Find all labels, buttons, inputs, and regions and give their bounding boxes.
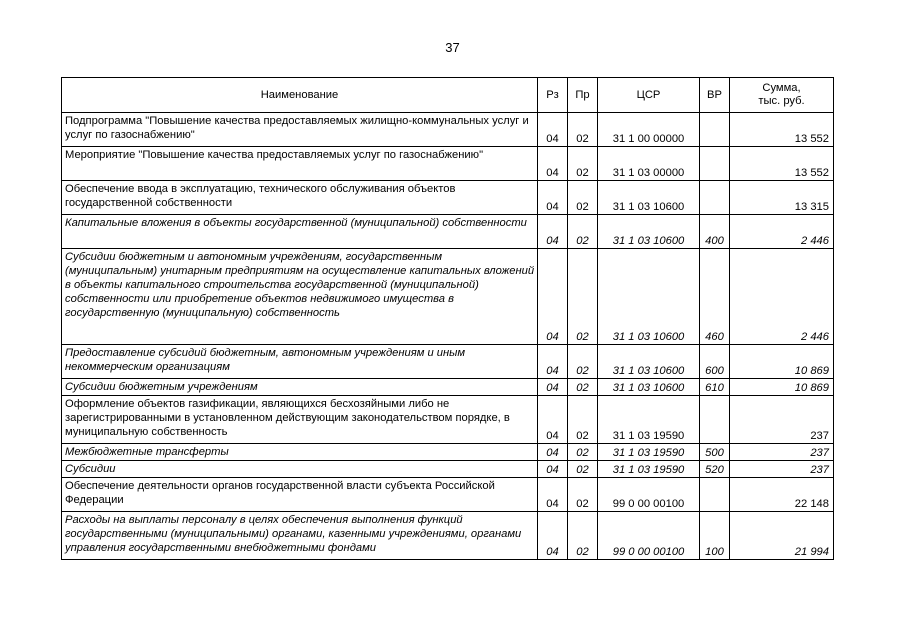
table-row <box>62 113 834 147</box>
row-vr: 520 <box>700 461 730 478</box>
row-rz: 04 <box>538 345 568 379</box>
row-name: Обеспечение ввода в эксплуатацию, технического обслуживания объектов государственной собственности <box>62 181 538 215</box>
row-pr: 02 <box>568 512 598 560</box>
row-csr: 31 1 03 10600 <box>598 181 700 215</box>
row-vr: 400 <box>700 215 730 249</box>
row-sum: 237 <box>730 461 834 478</box>
row-name: Подпрограмма "Повышение качества предоставляемых жилищно-коммунальных услуг и услуг по газоснабжению" <box>62 113 538 147</box>
row-rz: 04 <box>538 215 568 249</box>
row-pr: 02 <box>568 113 598 147</box>
row-vr: 610 <box>700 379 730 396</box>
header-pr: Пр <box>568 78 598 113</box>
header-sum <box>730 78 834 113</box>
row-rz: 04 <box>538 444 568 461</box>
row-sum: 237 <box>730 444 834 461</box>
row-sum: 21 994 <box>730 512 834 560</box>
row-name: Предоставление субсидий бюджетным, автономным учреждениям и иным некоммерческим организациям <box>62 345 538 379</box>
row-pr: 02 <box>568 181 598 215</box>
row-pr: 02 <box>568 396 598 444</box>
header-name: Наименование <box>62 78 538 113</box>
row-vr <box>700 478 730 512</box>
header-rz: Рз <box>538 78 568 113</box>
row-name: Субсидии <box>62 461 538 478</box>
row-csr: 31 1 03 00000 <box>598 147 700 181</box>
page-number: 37 <box>445 40 460 55</box>
row-rz: 04 <box>538 181 568 215</box>
row-vr: 600 <box>700 345 730 379</box>
row-sum: 13 552 <box>730 147 834 181</box>
row-csr: 99 0 00 00100 <box>598 478 700 512</box>
row-name: Обеспечение деятельности органов государственной власти субъекта Российской Федерации <box>62 478 538 512</box>
row-rz: 04 <box>538 249 568 345</box>
row-sum: 2 446 <box>730 249 834 345</box>
row-sum: 2 446 <box>730 215 834 249</box>
row-rz: 04 <box>538 461 568 478</box>
row-name: Капитальные вложения в объекты государственной (муниципальной) собственности <box>62 215 538 249</box>
row-sum: 10 869 <box>730 379 834 396</box>
row-sum: 13 552 <box>730 113 834 147</box>
row-vr: 460 <box>700 249 730 345</box>
row-pr: 02 <box>568 461 598 478</box>
table-row <box>62 181 834 215</box>
row-csr: 31 1 03 10600 <box>598 379 700 396</box>
row-pr: 02 <box>568 249 598 345</box>
table-row <box>62 478 834 512</box>
row-csr: 31 1 03 19590 <box>598 461 700 478</box>
row-rz: 04 <box>538 147 568 181</box>
header-csr: ЦСР <box>598 78 700 113</box>
table-row <box>62 249 834 345</box>
row-sum: 22 148 <box>730 478 834 512</box>
table-row <box>62 147 834 181</box>
row-csr: 31 1 03 10600 <box>598 345 700 379</box>
row-pr: 02 <box>568 379 598 396</box>
row-sum: 10 869 <box>730 345 834 379</box>
header-vr: ВР <box>700 78 730 113</box>
row-vr: 500 <box>700 444 730 461</box>
row-vr <box>700 147 730 181</box>
row-rz: 04 <box>538 512 568 560</box>
budget-table <box>61 77 834 560</box>
table-row <box>62 345 834 379</box>
row-pr: 02 <box>568 444 598 461</box>
row-sum: 237 <box>730 396 834 444</box>
row-vr <box>700 113 730 147</box>
row-name: Мероприятие "Повышение качества предоставляемых услуг по газоснабжению" <box>62 147 538 181</box>
table-row <box>62 379 834 396</box>
row-csr: 31 1 03 10600 <box>598 215 700 249</box>
table-header-row <box>62 78 834 113</box>
row-name: Субсидии бюджетным и автономным учреждениям, государственным (муниципальным) унитарным предприятиям на осуществление капитальных вложений в объекты капитального строительства государственной (муниципальной) собственности или приобретение объектов недвижимого имущества в государственную (муниципальную) собственность <box>62 249 538 345</box>
header-sum-line2: тыс. руб. <box>758 95 805 107</box>
row-name: Межбюджетные трансферты <box>62 444 538 461</box>
row-rz: 04 <box>538 113 568 147</box>
row-rz: 04 <box>538 379 568 396</box>
row-pr: 02 <box>568 478 598 512</box>
row-name: Субсидии бюджетным учреждениям <box>62 379 538 396</box>
row-vr <box>700 181 730 215</box>
table-row <box>62 512 834 560</box>
row-csr: 31 1 03 19590 <box>598 396 700 444</box>
table-row <box>62 396 834 444</box>
row-sum: 13 315 <box>730 181 834 215</box>
row-csr: 31 1 00 00000 <box>598 113 700 147</box>
row-csr: 99 0 00 00100 <box>598 512 700 560</box>
table-row <box>62 215 834 249</box>
row-name: Оформление объектов газификации, являющихся бесхозяйными либо не зарегистрированными в установленном действующим законодательством порядке, в муниципальную собственность <box>62 396 538 444</box>
row-pr: 02 <box>568 345 598 379</box>
row-csr: 31 1 03 10600 <box>598 249 700 345</box>
header-sum-line1: Сумма, <box>762 82 801 94</box>
row-name: Расходы на выплаты персоналу в целях обеспечения выполнения функций государственными (муниципальными) органами, казенными учреждениями, органами управления государственными внебюджетными фондами <box>62 512 538 560</box>
table-row <box>62 461 834 478</box>
row-pr: 02 <box>568 147 598 181</box>
row-csr: 31 1 03 19590 <box>598 444 700 461</box>
row-vr <box>700 396 730 444</box>
row-rz: 04 <box>538 478 568 512</box>
table-row <box>62 444 834 461</box>
row-pr: 02 <box>568 215 598 249</box>
row-rz: 04 <box>538 396 568 444</box>
row-vr: 100 <box>700 512 730 560</box>
